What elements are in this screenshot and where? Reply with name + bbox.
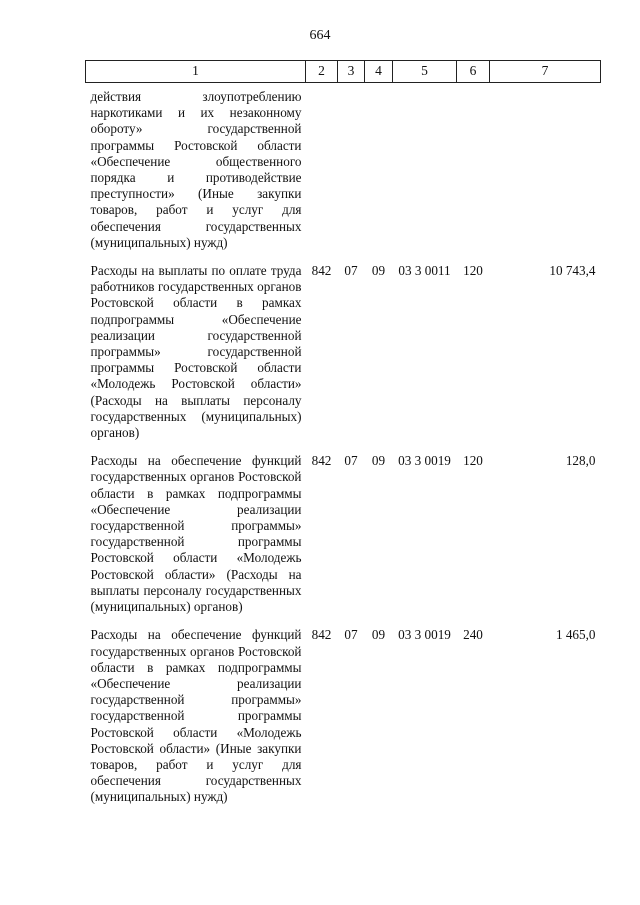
- row-description: Расходы на выплаты по оплате труда работников государственных органов Ростовской области в рамках подпрограммы «Обеспечение реализации государственной программы» государственной программы Ростовской области «Молодежь Ростовской области» (Расходы на выплаты персоналу государственных (муниципальных) органов): [90, 263, 302, 441]
- ministry-code: 842: [311, 263, 332, 279]
- table-row: [86, 251, 601, 441]
- table-row: [86, 441, 601, 615]
- ministry-code: 842: [311, 627, 332, 643]
- section-code: 07: [344, 453, 358, 469]
- table-header: [86, 61, 601, 83]
- target-article-code: 03 3 0019: [398, 453, 451, 469]
- budget-table: [85, 60, 601, 806]
- subsection-code: 09: [371, 627, 386, 643]
- section-code: 07: [344, 263, 358, 279]
- target-article-code: [393, 83, 457, 252]
- subsection-code: 09: [371, 263, 386, 279]
- amount: [490, 83, 601, 252]
- expense-type-code: 120: [463, 263, 483, 279]
- column-header: 7: [490, 61, 601, 83]
- row-description: действия злоупотреблению наркотиками и их незаконному обороту» государственной программы Ростовской области «Обеспечение общественного порядка и противодействие преступности» (Иные закупки товаров, работ и услуг для обеспечения государственных (муниципальных) нужд): [90, 89, 302, 250]
- row-description: Расходы на обеспечение функций государственных органов Ростовской области в рамках подпрограммы «Обеспечение реализации государственной программы» государственной программы Ростовской области «Молодежь Ростовской области» (Расходы на выплаты персоналу государственных (муниципальных) органов): [90, 453, 302, 615]
- row-description: Расходы на обеспечение функций государственных органов Ростовской области в рамках подпрограммы «Обеспечение реализации государственной программы» государственной программы Ростовской области «Молодежь Ростовской области» (Иные закупки товаров, работ и услуг для обеспечения государственных (муниципальных) нужд): [90, 627, 302, 805]
- expense-type-code: 240: [463, 627, 483, 643]
- expense-type-code: [457, 83, 490, 252]
- expense-type-code: 120: [463, 453, 483, 469]
- column-header: 2: [306, 61, 338, 83]
- column-header: 1: [86, 61, 306, 83]
- column-header: 5: [393, 61, 457, 83]
- subsection-code: 09: [371, 453, 386, 469]
- amount: 10 743,4: [549, 263, 596, 279]
- column-header: 3: [338, 61, 365, 83]
- target-article-code: 03 3 0011: [398, 263, 451, 279]
- page-number: 664: [309, 28, 331, 43]
- table-row: [86, 83, 601, 252]
- amount: 1 465,0: [555, 627, 596, 643]
- column-header: 4: [365, 61, 393, 83]
- amount: 128,0: [565, 453, 596, 469]
- ministry-code: [306, 83, 338, 252]
- subsection-code: [365, 83, 393, 252]
- ministry-code: 842: [311, 453, 332, 469]
- target-article-code: 03 3 0019: [398, 627, 451, 643]
- section-code: 07: [344, 627, 358, 643]
- section-code: [338, 83, 365, 252]
- table-row: [86, 615, 601, 805]
- column-header: 6: [457, 61, 490, 83]
